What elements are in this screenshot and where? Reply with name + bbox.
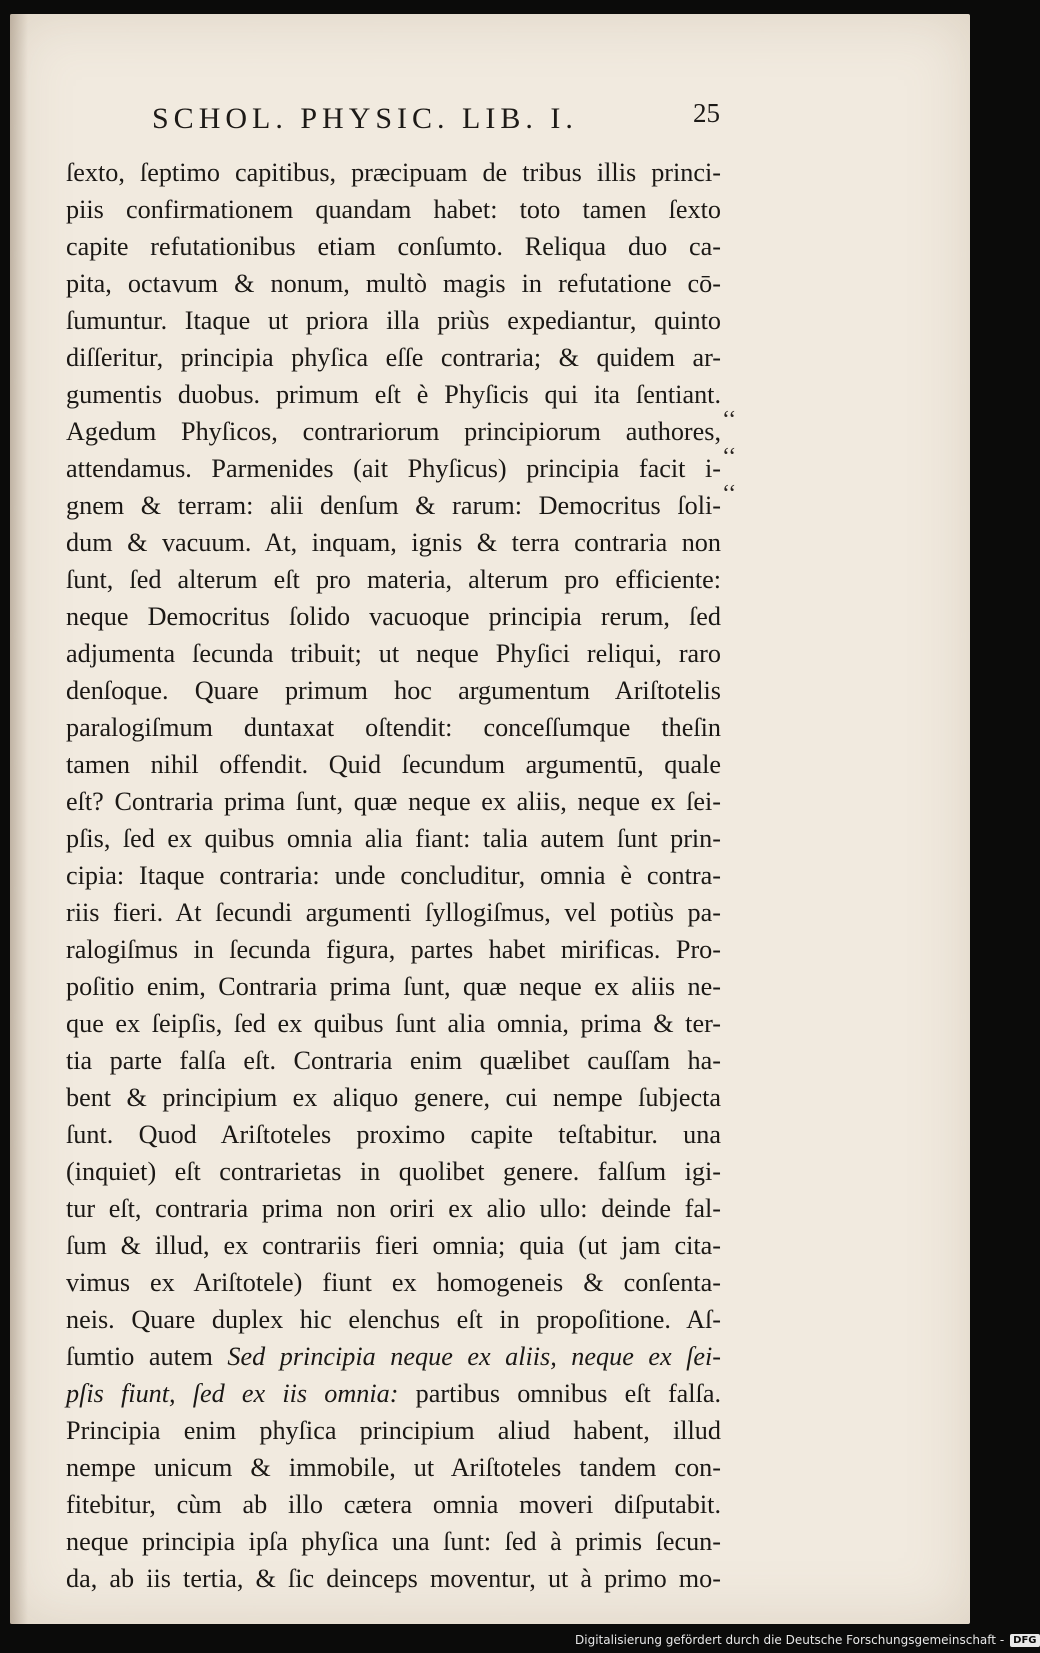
footer-text: Digitalisierung gefördert durch die Deutsche Forschungsgemeinschaft - (575, 1633, 1005, 1647)
italic-phrase: pſis fiunt, ſed ex iis omnia: (66, 1379, 399, 1408)
text-line: nempe unicum & immobile, ut Ariſtoteles tandem con- (66, 1453, 721, 1482)
italic-phrase: Sed principia neque ex aliis, neque ex ſei- (227, 1342, 721, 1371)
text-line: neque Democritus ſolido vacuoque principia rerum, ſed (66, 602, 721, 631)
text-line: poſitio enim, Contraria prima ſunt, quæ neque ex aliis ne- (66, 972, 721, 1001)
text-line: cipia: Itaque contraria: unde concluditur, omnia è contra- (66, 861, 721, 890)
text-line: pita, octavum & nonum, multò magis in refutatione cō- (66, 269, 721, 298)
text-line: ſumuntur. Itaque ut priora illa priùs expediantur, quinto (66, 306, 721, 335)
digitization-footer (575, 1630, 1037, 1650)
text-line: diſſeritur, principia phyſica eſſe contraria; & quidem ar- (66, 343, 721, 372)
text-line: gnem & terram: alii denſum & rarum: Democritus ſoli- (66, 491, 721, 520)
body-text (66, 154, 721, 1597)
text-line: Principia enim phyſica principium aliud habent, illud (66, 1416, 721, 1445)
text-line-with-italic (66, 1375, 721, 1412)
text-line: fitebitur, cùm ab illo cætera omnia moveri diſputabit. (66, 1490, 721, 1519)
text-span: partibus omnibus eſt falſa. (415, 1379, 722, 1408)
text-line: neis. Quare duplex hic elenchus eſt in propoſitione. Aſ- (66, 1305, 721, 1334)
margin-quote-marks (722, 402, 762, 513)
page-header (140, 98, 730, 146)
text-line: riis fieri. At ſecundi argumenti ſyllogiſmus, vel potiùs pa- (66, 898, 721, 927)
text-line: piis confirmationem quandam habet: toto tamen ſexto (66, 195, 721, 224)
text-line: ſum & illud, ex contrariis fieri omnia; quia (ut jam cita- (66, 1231, 721, 1260)
text-line: gumentis duobus. primum eſt è Phyſicis qui ita ſentiant. (66, 380, 721, 409)
text-line: Agedum Phyſicos, contrariorum principiorum authores, (66, 417, 721, 446)
text-line: attendamus. Parmenides (ait Phyſicus) principia facit i- (66, 454, 721, 483)
text-line: adjumenta ſecunda tribuit; ut neque Phyſici reliqui, raro (66, 639, 721, 668)
text-line: bent & principium ex aliquo genere, cui nempe ſubjecta (66, 1083, 721, 1112)
text-line: tamen nihil offendit. Quid ſecundum argumentū, quale (66, 750, 721, 779)
text-line: ſunt, ſed alterum eſt pro materia, alterum pro efficiente: (66, 565, 721, 594)
text-line: capite refutationibus etiam conſumto. Reliqua duo ca- (66, 232, 721, 261)
text-line: pſis, ſed ex quibus omnia alia fiant: talia autem ſunt prin- (66, 824, 721, 853)
quote-mark: ‘‘ (722, 444, 737, 470)
text-line: da, ab iis tertia, & ſic deinceps moventur, ut à primo mo- (66, 1564, 721, 1593)
dfg-logo: DFG (1010, 1634, 1039, 1647)
text-line: tur eſt, contraria prima non oriri ex alio ullo: deinde fal- (66, 1194, 721, 1223)
text-line: vimus ex Ariſtotele) fiunt ex homogeneis & conſenta- (66, 1268, 721, 1297)
text-line: ralogiſmus in ſecunda figura, partes habet mirificas. Pro- (66, 935, 721, 964)
running-title: SCHOL. PHYSIC. LIB. I. (152, 102, 578, 135)
text-span: ſumtio autem (66, 1342, 213, 1371)
quote-mark: ‘‘ (722, 407, 737, 433)
text-line: ſexto, ſeptimo capitibus, præcipuam de tribus illis princi- (66, 158, 721, 187)
text-line: dum & vacuum. At, inquam, ignis & terra contraria non (66, 528, 721, 557)
text-line: neque principia ipſa phyſica una ſunt: ſed à primis ſecun- (66, 1527, 721, 1556)
text-line-with-italic (66, 1338, 721, 1375)
page-number: 25 (693, 98, 720, 128)
text-line: tia parte falſa eſt. Contraria enim quælibet cauſſam ha- (66, 1046, 721, 1075)
text-line: ſunt. Quod Ariſtoteles proximo capite teſtabitur. una (66, 1120, 721, 1149)
text-line: eſt? Contraria prima ſunt, quæ neque ex aliis, neque ex ſei- (66, 787, 721, 816)
text-line: (inquiet) eſt contrarietas in quolibet genere. falſum igi- (66, 1157, 721, 1186)
text-line: que ex ſeipſis, ſed ex quibus ſunt alia omnia, prima & ter- (66, 1009, 721, 1038)
text-line: paralogiſmum duntaxat oſtendit: conceſſumque theſin (66, 713, 721, 742)
book-page (10, 14, 970, 1624)
quote-mark: ‘‘ (722, 481, 737, 507)
text-line: denſoque. Quare primum hoc argumentum Ariſtotelis (66, 676, 721, 705)
